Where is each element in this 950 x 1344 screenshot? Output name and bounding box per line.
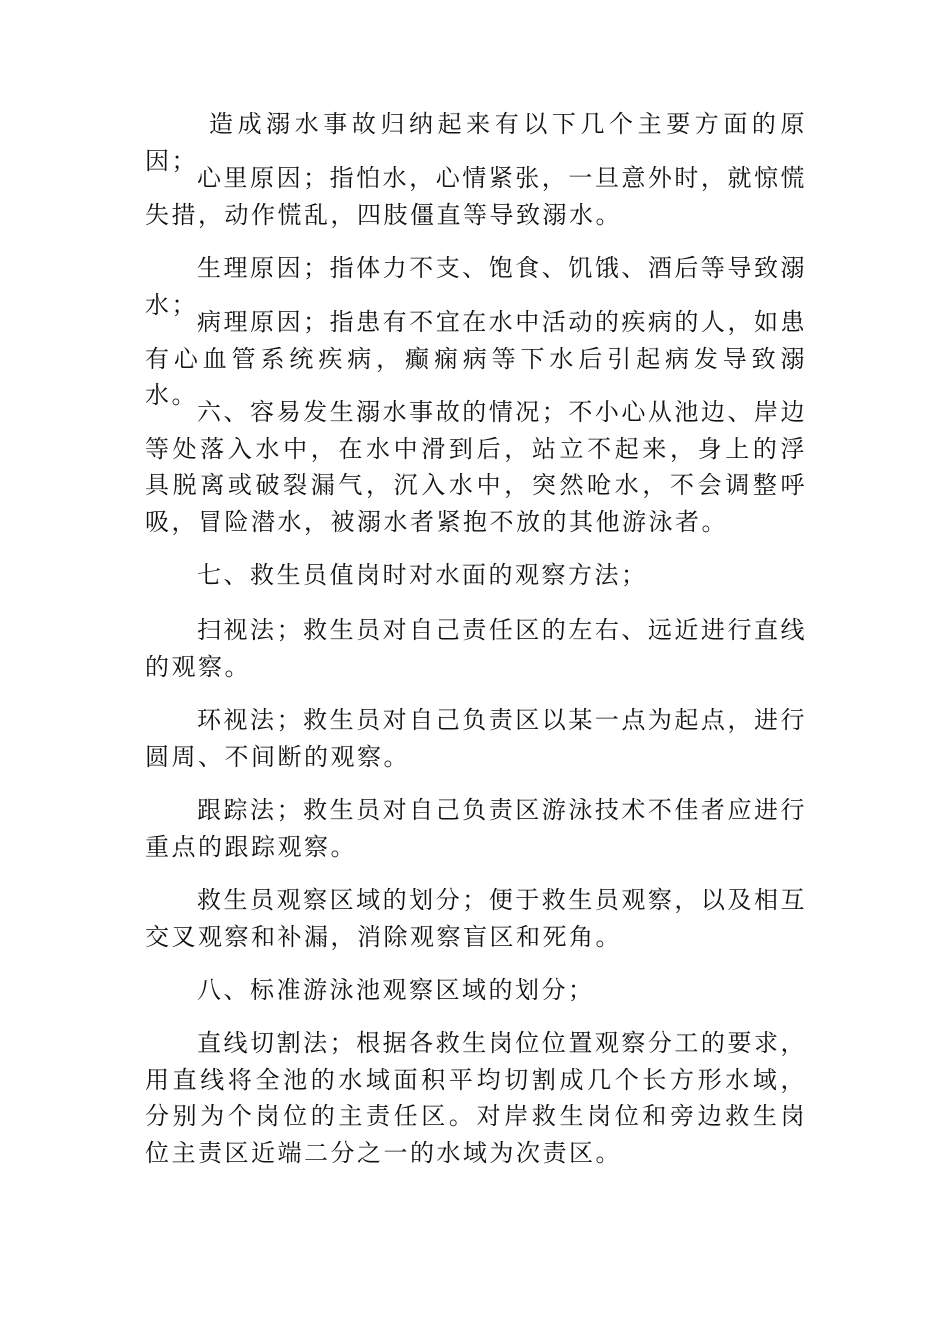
paragraph-circular-view-method: 环视法；救生员对自己负责区以某一点为起点，进行圆周、不间断的观察。 — [145, 706, 807, 771]
paragraph-section-eight: 八、标准游泳池观察区域的划分； — [197, 976, 595, 1004]
paragraph-physiological-cause: 生理原因；指体力不支、饱食、饥饿、酒后等导致溺水； — [145, 254, 807, 319]
paragraph-section-seven: 七、救生员值岗时对水面的观察方法； — [197, 561, 648, 589]
paragraph-psychological-cause: 心里原因；指怕水，心情紧张，一旦意外时，就惊慌失措，动作慌乱，四肢僵直等导致溺水。 — [145, 164, 807, 229]
paragraph-scan-method: 扫视法；救生员对自己责任区的左右、远近进行直线的观察。 — [145, 616, 807, 681]
paragraph-section-six: 六、容易发生溺水事故的情况；不小心从池边、岸边等处落入水中，在水中滑到后，站立不起来，身上的浮具脱离或破裂漏气，沉入水中，突然呛水，不会调整呼吸，冒险潜水，被溺水者紧抱不放的其他游泳者。 — [145, 398, 807, 536]
document-page — [145, 0, 807, 1344]
paragraph-drowning-causes-intro: 造成溺水事故归纳起来有以下几个主要方面的原因； — [145, 110, 807, 175]
paragraph-tracking-method: 跟踪法；救生员对自己负责区游泳技术不佳者应进行重点的跟踪观察。 — [145, 796, 807, 861]
paragraph-straight-line-division: 直线切割法；根据各救生岗位位置观察分工的要求，用直线将全池的水域面积平均切割成几个长方形水域，分别为个岗位的主责任区。对岸救生岗位和旁边救生岗位主责区近端二分之一的水域为次责区。 — [145, 1029, 807, 1167]
paragraph-pathological-cause: 病理原因；指患有不宜在水中活动的疾病的人，如患有心血管系统疾病，癫痫病等下水后引起病发导致溺水。 — [145, 308, 807, 409]
paragraph-observation-area-division: 救生员观察区域的划分；便于救生员观察，以及相互交叉观察和补漏，消除观察盲区和死角。 — [145, 886, 807, 951]
